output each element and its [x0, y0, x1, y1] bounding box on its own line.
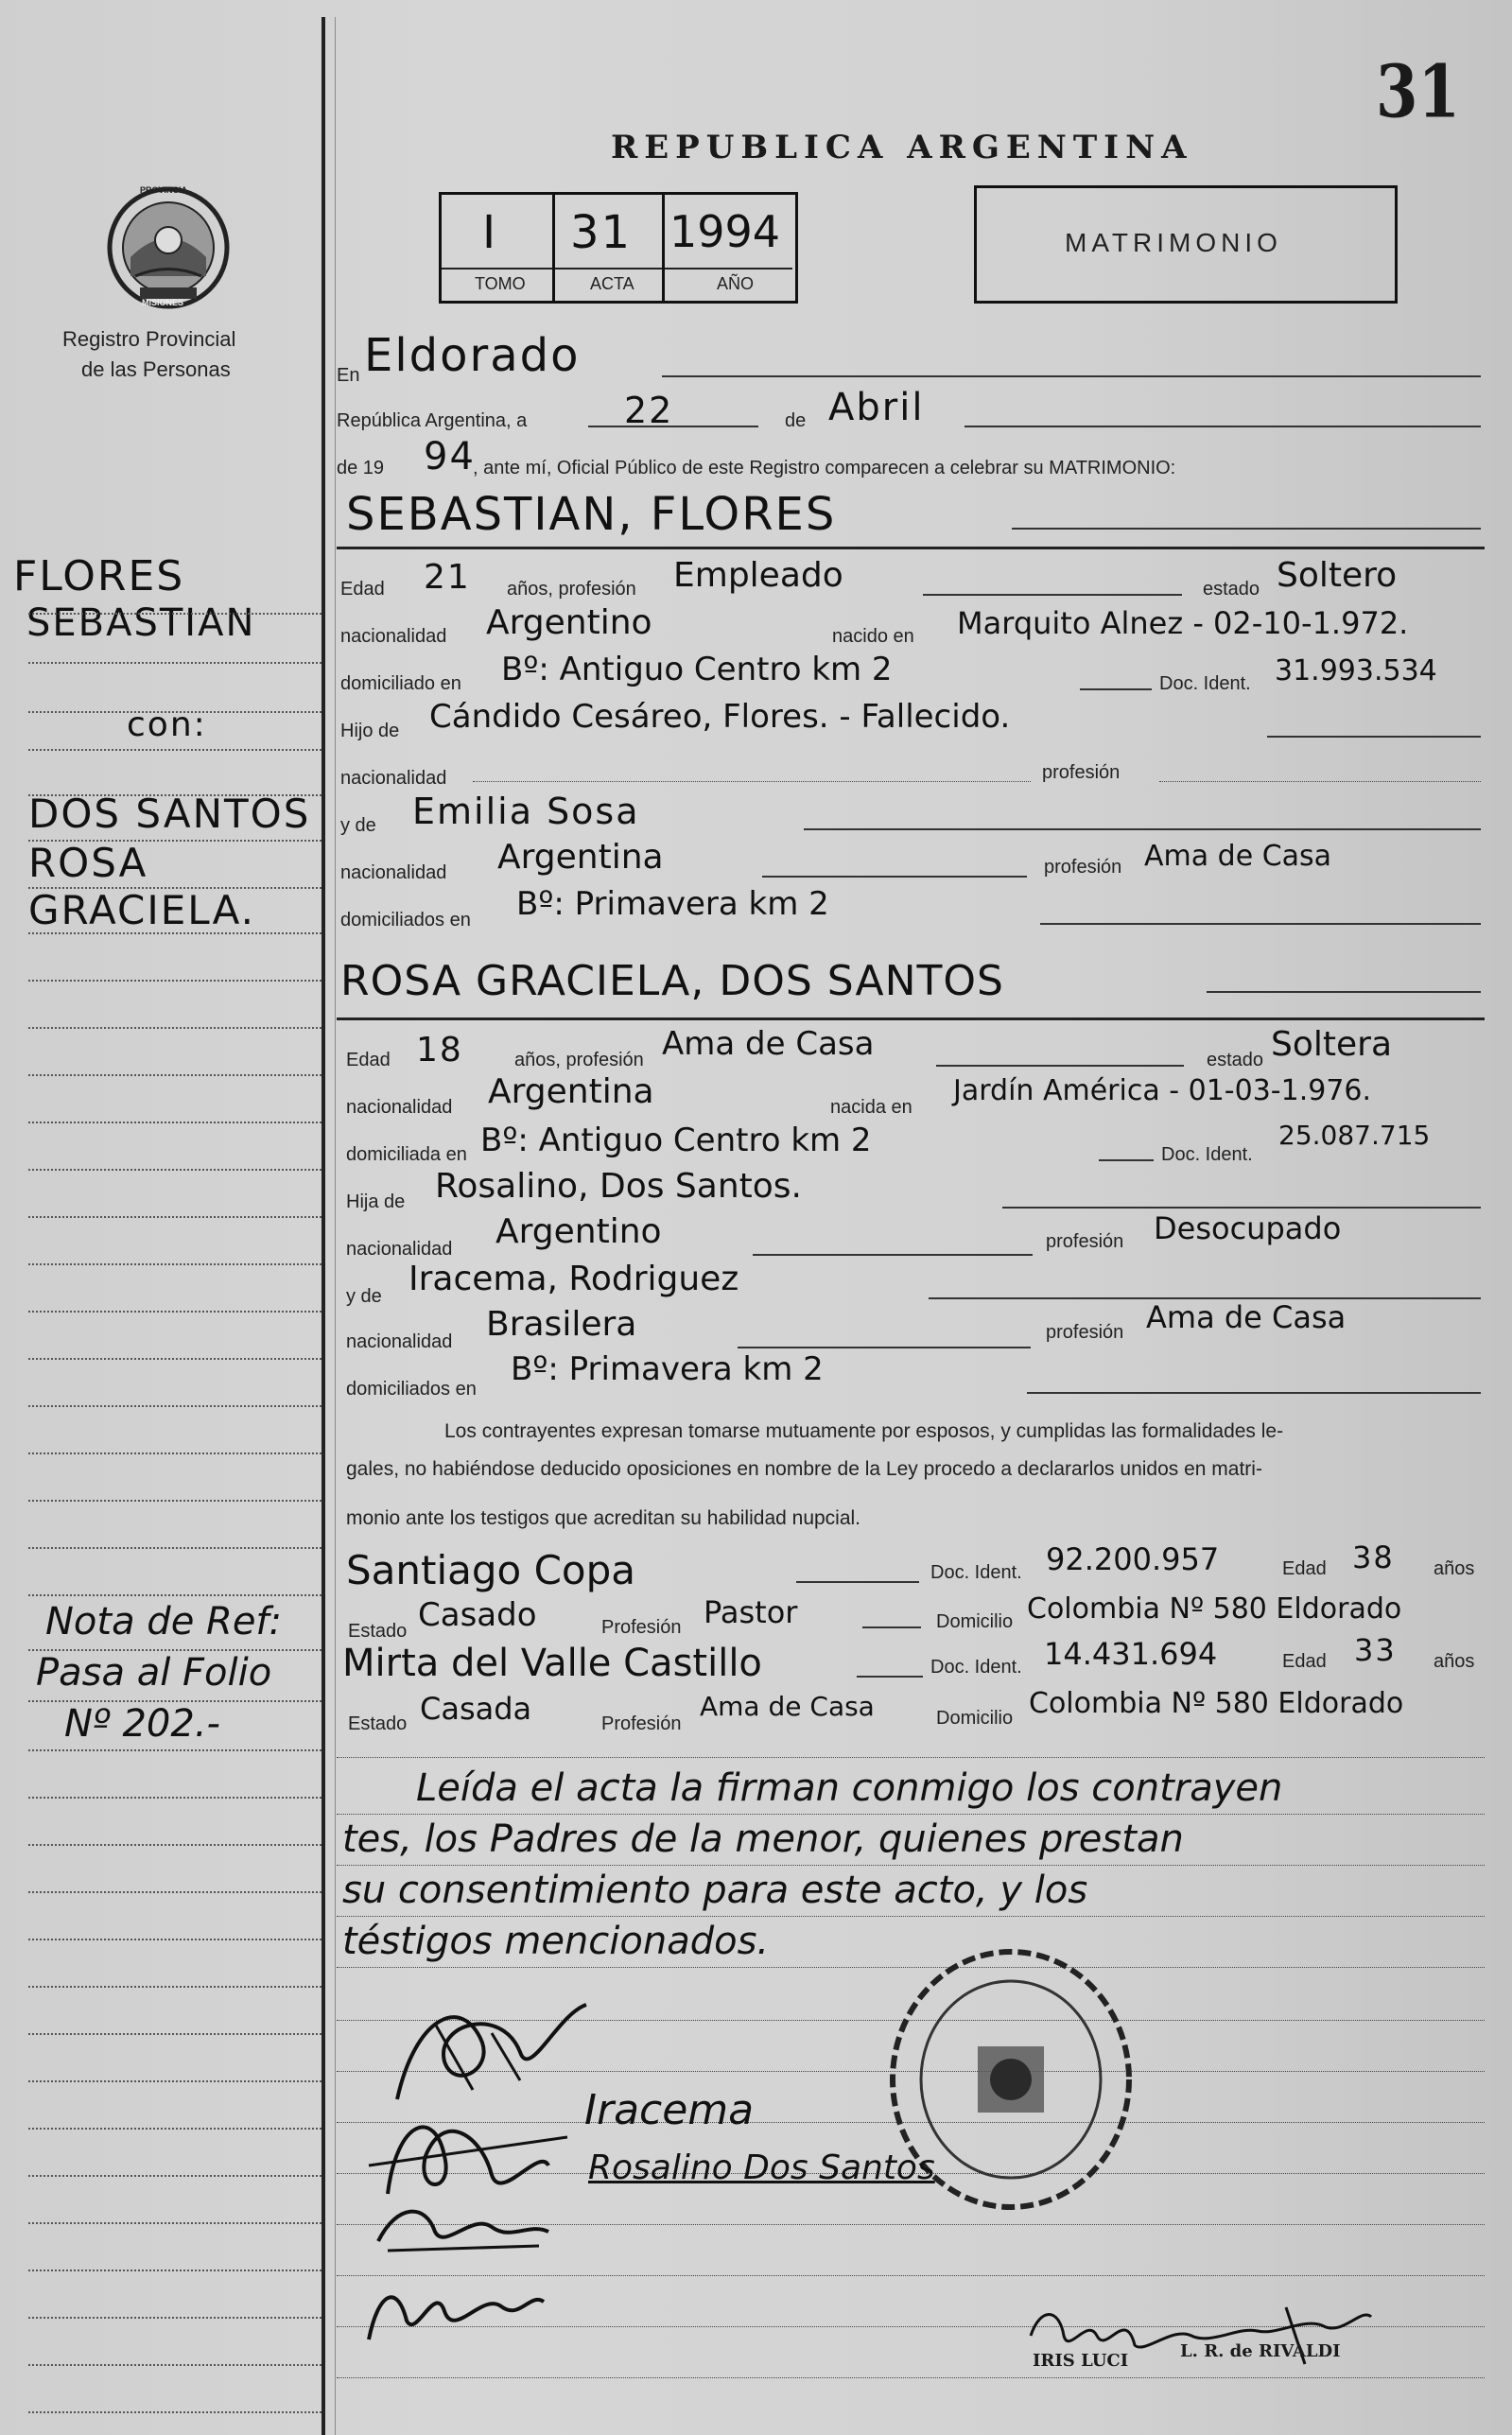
bride-mother-nac-label: nacionalidad — [346, 1331, 453, 1352]
declaration-line1: Los contrayentes expresan tomarse mutuamente por esposos, y cumplidas las formalidades le- — [444, 1420, 1284, 1442]
record-type: MATRIMONIO — [1065, 228, 1282, 257]
day: 22 — [624, 390, 674, 431]
groom-name: SEBASTIAN, FLORES — [346, 488, 837, 541]
margin-firstname: SEBASTIAN — [26, 601, 256, 645]
groom-nacido-label: nacido en — [832, 626, 914, 647]
margin-note-line1: Nota de Ref: — [45, 1600, 282, 1644]
witness2-name: Mirta del Valle Castillo — [342, 1642, 762, 1685]
groom-signature — [378, 1986, 596, 2118]
bride-nacida-label: nacida en — [830, 1097, 912, 1118]
margin-surname: FLORES — [13, 552, 185, 600]
groom-edad-label: Edad — [340, 579, 385, 600]
margin-divider — [322, 17, 325, 2435]
witness1-name: Santiago Copa — [346, 1547, 636, 1593]
groom-nacionalidad-label: nacionalidad — [340, 626, 447, 647]
bride-profession: Ama de Casa — [662, 1025, 875, 1063]
de-label: de — [785, 410, 807, 431]
bride-nacionalidad-label: nacionalidad — [346, 1097, 453, 1118]
groom-domiciliado-label: domiciliado en — [340, 673, 461, 694]
witness2-edad-label: Edad — [1282, 1651, 1327, 1672]
bride-domicile: Bº: Antiguo Centro km 2 — [480, 1122, 872, 1159]
groom-mother-prof: Ama de Casa — [1144, 840, 1332, 873]
groom-estado: Soltero — [1277, 556, 1398, 595]
ante-text: , ante mí, Oficial Público de este Registro comparecen a celebrar su MATRIMONIO: — [473, 458, 1176, 478]
place: Eldorado — [364, 329, 581, 382]
closing-line3: su consentimiento para este acto, y los — [342, 1869, 1088, 1912]
groom-domiciliados-label: domiciliados en — [340, 910, 471, 931]
witness1-doc-label: Doc. Ident. — [930, 1562, 1022, 1583]
republica-label: República Argentina, a — [337, 410, 528, 431]
groom-profession: Empleado — [673, 556, 843, 595]
witness2-dom-label: Domicilio — [936, 1708, 1014, 1729]
witness2-estado-label: Estado — [348, 1713, 408, 1734]
groom-age: 21 — [424, 558, 471, 597]
witness1-prof-label: Profesión — [601, 1617, 682, 1638]
bride-mother: Iracema, Rodriguez — [408, 1260, 739, 1298]
iracema-signature: Iracema — [584, 2086, 755, 2134]
groom-doc-label: Doc. Ident. — [1159, 673, 1251, 694]
bride-yde-label: y de — [346, 1286, 382, 1307]
registry-line1: Registro Provincial — [62, 327, 236, 351]
registry-line2: de las Personas — [81, 357, 231, 381]
groom-hijo-label: Hijo de — [340, 721, 400, 741]
groom-father-prof-label: profesión — [1042, 762, 1121, 783]
country-title: REPUBLICA ARGENTINA — [611, 129, 1193, 166]
de19-label: de 19 — [337, 458, 385, 478]
bride-estado-label: estado — [1207, 1050, 1264, 1070]
ano-label: AÑO — [717, 274, 755, 293]
margin-bride-surname: DOS SANTOS — [28, 791, 311, 837]
witness1-age: 38 — [1352, 1539, 1395, 1575]
witness1-anos-label: años — [1434, 1558, 1475, 1579]
margin-bride-name1: ROSA — [28, 840, 148, 886]
bride-hija-label: Hija de — [346, 1191, 406, 1212]
bride-domiciliada-label: domiciliada en — [346, 1144, 467, 1165]
witness2-anos-label: años — [1434, 1651, 1475, 1672]
bride-birth: Jardín América - 01-03-1.976. — [953, 1074, 1372, 1107]
groom-domicile: Bº: Antiguo Centro km 2 — [501, 651, 893, 688]
bride-anos-prof-label: años, profesión — [514, 1050, 644, 1070]
witness1-edad-label: Edad — [1282, 1558, 1327, 1579]
closing-line4: téstigos mencionados. — [342, 1920, 770, 1963]
witness1-estado: Casado — [418, 1596, 537, 1634]
bride-mother-nat: Brasilera — [486, 1305, 637, 1344]
bride-father-prof: Desocupado — [1154, 1210, 1342, 1246]
declaration-line2: gales, no habiéndose deducido oposiciones en nombre de la Ley procedo a declararlos unidos en matri- — [346, 1458, 1262, 1480]
acta-value: 31 — [570, 206, 633, 259]
witness2-estado: Casada — [420, 1691, 532, 1727]
bride-edad-label: Edad — [346, 1050, 391, 1070]
year-suffix: 94 — [424, 435, 476, 478]
closing-line1: Leída el acta la firman conmigo los contrayen — [416, 1766, 1283, 1810]
witness1-signature — [369, 2194, 558, 2260]
bride-father: Rosalino, Dos Santos. — [435, 1167, 802, 1206]
groom-mother: Emilia Sosa — [412, 791, 640, 832]
official-stamp-name: L. R. de RIVALDI — [1180, 2341, 1341, 2361]
month: Abril — [828, 386, 925, 429]
groom-mother-nat: Argentina — [497, 838, 664, 877]
bride-father-prof-label: profesión — [1046, 1231, 1124, 1252]
misiones-coat-of-arms-icon — [102, 182, 235, 314]
groom-mother-nac-label: nacionalidad — [340, 862, 447, 883]
groom-nationality: Argentino — [486, 603, 652, 642]
ano-value: 1994 — [669, 206, 781, 257]
groom-parents-domicile: Bº: Primavera km 2 — [516, 885, 829, 923]
bride-name: ROSA GRACIELA, DOS SANTOS — [340, 957, 1004, 1005]
acta-label: ACTA — [590, 274, 634, 293]
margin-divider-thin — [335, 17, 336, 2435]
en-label: En — [337, 365, 360, 386]
tomo-value: I — [482, 206, 498, 259]
groom-yde-label: y de — [340, 815, 376, 836]
bride-father-nat: Argentino — [495, 1212, 662, 1251]
witness1-doc: 92.200.957 — [1046, 1541, 1220, 1577]
seal-text-top: PROVINCIA — [140, 185, 188, 195]
groom-estado-label: estado — [1203, 579, 1260, 600]
bride-doc: 25.087.715 — [1278, 1120, 1431, 1151]
bride-mother-prof-label: profesión — [1046, 1322, 1124, 1343]
groom-doc: 31.993.534 — [1275, 654, 1437, 687]
rosalino-signature: Rosalino Dos Santos — [588, 2148, 935, 2187]
bride-mother-prof: Ama de Casa — [1146, 1299, 1347, 1335]
witness1-estado-label: Estado — [348, 1621, 408, 1642]
bride-domiciliados-label: domiciliados en — [346, 1379, 477, 1400]
witness2-signature — [359, 2273, 548, 2349]
groom-birth: Marquito Alnez - 02-10-1.972. — [957, 605, 1409, 641]
margin-note-line3: Nº 202.- — [64, 1702, 220, 1746]
seal-text-bottom: MISIONES — [142, 298, 184, 307]
bride-estado: Soltera — [1271, 1025, 1393, 1064]
witness1-dom-label: Domicilio — [936, 1611, 1014, 1632]
bride-nationality: Argentina — [488, 1072, 654, 1111]
witness2-doc-label: Doc. Ident. — [930, 1657, 1022, 1678]
witness1-domicile: Colombia Nº 580 Eldorado — [1027, 1592, 1402, 1626]
witness2-age: 33 — [1354, 1632, 1397, 1668]
witness2-prof-label: Profesión — [601, 1713, 682, 1734]
margin-note-line2: Pasa al Folio — [36, 1651, 272, 1695]
bride-father-nac-label: nacionalidad — [346, 1239, 453, 1260]
groom-anos-prof-label: años, profesión — [507, 579, 636, 600]
bride-doc-label: Doc. Ident. — [1161, 1144, 1253, 1165]
groom-mother-prof-label: profesión — [1044, 857, 1122, 878]
page-number: 31 — [1376, 49, 1461, 135]
closing-line2: tes, los Padres de la menor, quienes prestan — [342, 1818, 1184, 1861]
witness2-profession: Ama de Casa — [700, 1691, 875, 1722]
witness2-domicile: Colombia Nº 580 Eldorado — [1029, 1687, 1404, 1720]
margin-bride-name2: GRACIELA. — [28, 887, 255, 933]
groom-father-nac-label: nacionalidad — [340, 768, 447, 789]
declaration-line3: monio ante los testigos que acreditan su habilidad nupcial. — [346, 1507, 861, 1529]
witness2-doc: 14.431.694 — [1044, 1636, 1218, 1672]
witness1-profession: Pastor — [704, 1594, 798, 1630]
tomo-label: TOMO — [475, 274, 526, 293]
bride-parents-domicile: Bº: Primavera km 2 — [511, 1350, 824, 1388]
margin-con: con: — [127, 705, 207, 744]
official-stamp-left: IRIS LUCI — [1033, 2351, 1129, 2371]
bride-age: 18 — [416, 1031, 463, 1070]
groom-father: Cándido Cesáreo, Flores. - Fallecido. — [429, 698, 1011, 736]
